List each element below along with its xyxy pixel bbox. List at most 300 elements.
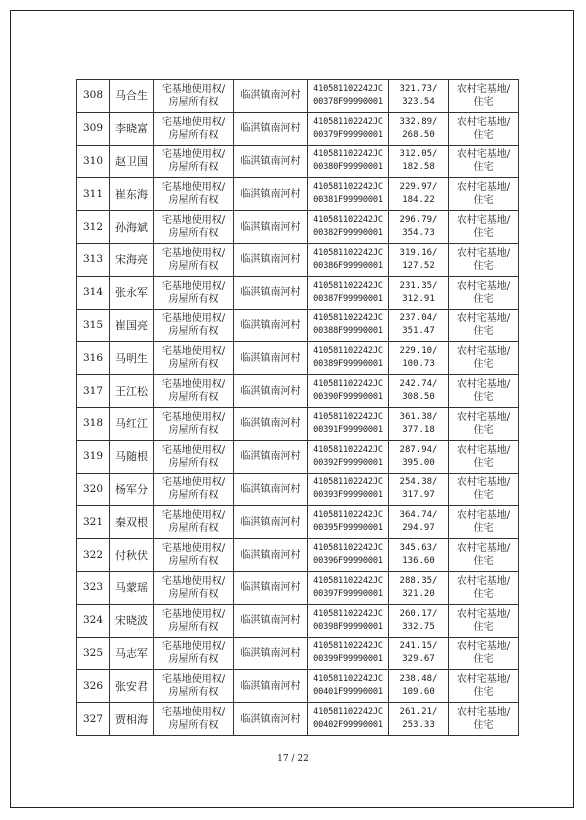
unit-code	[308, 243, 389, 276]
area-value-line: 100.73	[402, 359, 435, 370]
land-use	[449, 440, 519, 473]
land-use	[449, 342, 519, 375]
right-type-line: 宅基地使用权/	[161, 510, 226, 522]
owner-name: 张永军	[110, 276, 154, 309]
right-type-line: 宅基地使用权/	[161, 444, 226, 456]
land-use-line: 农村宅基地/	[456, 641, 511, 653]
unit-code	[308, 342, 389, 375]
area-value-line: 332.75	[402, 621, 435, 632]
land-use	[449, 80, 519, 113]
property-location: 临淇镇南河村	[234, 604, 308, 637]
row-number: 316	[77, 342, 110, 375]
right-type-line: 房屋所有权	[168, 523, 219, 535]
area-value	[389, 342, 449, 375]
row-number: 310	[77, 145, 110, 178]
right-type	[154, 342, 234, 375]
row-number: 314	[77, 276, 110, 309]
right-type-line: 宅基地使用权/	[161, 346, 226, 358]
area-value-line: 253.33	[402, 720, 435, 731]
right-type-line: 宅基地使用权/	[161, 641, 226, 653]
area-value-line: 332.89/	[399, 116, 438, 127]
unit-code-line: 00393F99990001	[313, 490, 383, 501]
table-row	[77, 440, 519, 473]
unit-code-line: 410581102242JC	[313, 707, 383, 718]
land-use	[449, 145, 519, 178]
right-type-line: 宅基地使用权/	[161, 411, 226, 423]
right-type-line: 宅基地使用权/	[161, 477, 226, 489]
right-type-line: 宅基地使用权/	[161, 313, 226, 325]
area-value	[389, 670, 449, 703]
right-type-line: 房屋所有权	[168, 424, 219, 436]
unit-code-line: 410581102242JC	[313, 608, 383, 619]
right-type-line: 房屋所有权	[168, 720, 219, 732]
land-use-line: 住宅	[473, 228, 494, 240]
land-use	[449, 670, 519, 703]
property-location: 临淇镇南河村	[234, 276, 308, 309]
unit-code-line: 00399F99990001	[313, 654, 383, 665]
land-use	[449, 276, 519, 309]
property-location: 临淇镇南河村	[234, 407, 308, 440]
land-use-line: 住宅	[473, 293, 494, 305]
owner-name: 崔国亮	[110, 309, 154, 342]
right-type-line: 房屋所有权	[168, 195, 219, 207]
right-type-line: 房屋所有权	[168, 260, 219, 272]
owner-name: 崔东海	[110, 178, 154, 211]
right-type	[154, 506, 234, 539]
area-value-line: 127.52	[402, 260, 435, 271]
area-value-line: 395.00	[402, 457, 435, 468]
right-type	[154, 178, 234, 211]
unit-code-line: 00382F99990001	[313, 228, 383, 239]
land-use-line: 住宅	[473, 588, 494, 600]
unit-code-line: 00395F99990001	[313, 523, 383, 534]
unit-code-line: 410581102242JC	[313, 346, 383, 357]
land-use	[449, 112, 519, 145]
land-use-line: 住宅	[473, 720, 494, 732]
row-number: 327	[77, 703, 110, 736]
row-number: 309	[77, 112, 110, 145]
owner-name: 马合生	[110, 80, 154, 113]
land-use-line: 农村宅基地/	[456, 247, 511, 259]
area-value-line: 229.10/	[399, 346, 438, 357]
unit-code-line: 00381F99990001	[313, 195, 383, 206]
area-value-line: 312.05/	[399, 149, 438, 160]
area-value-line: 345.63/	[399, 543, 438, 554]
area-value-line: 242.74/	[399, 379, 438, 390]
unit-code-line: 410581102242JC	[313, 641, 383, 652]
table-row	[77, 211, 519, 244]
owner-name: 孙海斌	[110, 211, 154, 244]
unit-code-line: 00398F99990001	[313, 621, 383, 632]
land-use-line: 住宅	[473, 359, 494, 371]
area-value	[389, 637, 449, 670]
area-value-line: 229.97/	[399, 182, 438, 193]
unit-code-line: 00380F99990001	[313, 162, 383, 173]
area-value	[389, 375, 449, 408]
property-location: 临淇镇南河村	[234, 178, 308, 211]
land-use	[449, 539, 519, 572]
table-row	[77, 506, 519, 539]
row-number: 317	[77, 375, 110, 408]
right-type-line: 房屋所有权	[168, 457, 219, 469]
unit-code	[308, 276, 389, 309]
unit-code-line: 00386F99990001	[313, 260, 383, 271]
row-number: 326	[77, 670, 110, 703]
right-type	[154, 243, 234, 276]
area-value-line: 319.16/	[399, 247, 438, 258]
unit-code-line: 00396F99990001	[313, 556, 383, 567]
owner-name: 秦双根	[110, 506, 154, 539]
right-type-line: 宅基地使用权/	[161, 280, 226, 292]
land-use	[449, 604, 519, 637]
area-value-line: 323.54	[402, 96, 435, 107]
property-location: 临淇镇南河村	[234, 440, 308, 473]
land-use-line: 住宅	[473, 162, 494, 174]
land-use-line: 住宅	[473, 195, 494, 207]
land-use-line: 住宅	[473, 490, 494, 502]
land-use-line: 住宅	[473, 129, 494, 141]
area-value	[389, 243, 449, 276]
owner-name: 王江松	[110, 375, 154, 408]
area-value-line: 317.97	[402, 490, 435, 501]
unit-code	[308, 211, 389, 244]
unit-code-line: 410581102242JC	[313, 543, 383, 554]
land-use-line: 住宅	[473, 621, 494, 633]
land-use-line: 农村宅基地/	[456, 280, 511, 292]
unit-code	[308, 703, 389, 736]
land-use-line: 住宅	[473, 654, 494, 666]
unit-code	[308, 670, 389, 703]
area-value	[389, 178, 449, 211]
right-type	[154, 703, 234, 736]
land-use-line: 农村宅基地/	[456, 379, 511, 391]
unit-code	[308, 571, 389, 604]
unit-code-line: 410581102242JC	[313, 182, 383, 193]
unit-code-line: 00379F99990001	[313, 129, 383, 140]
area-value-line: 238.48/	[399, 674, 438, 685]
area-value-line: 354.73	[402, 228, 435, 239]
property-location: 临淇镇南河村	[234, 211, 308, 244]
table-row	[77, 571, 519, 604]
area-value	[389, 604, 449, 637]
right-type	[154, 375, 234, 408]
area-value-line: 321.20	[402, 588, 435, 599]
land-use-line: 农村宅基地/	[456, 477, 511, 489]
property-location: 临淇镇南河村	[234, 342, 308, 375]
right-type	[154, 80, 234, 113]
right-type-line: 房屋所有权	[168, 654, 219, 666]
land-use-line: 农村宅基地/	[456, 608, 511, 620]
table-row	[77, 703, 519, 736]
right-type-line: 房屋所有权	[168, 556, 219, 568]
owner-name: 宋海亮	[110, 243, 154, 276]
area-value-line: 261.21/	[399, 707, 438, 718]
property-location: 临淇镇南河村	[234, 506, 308, 539]
land-use-line: 农村宅基地/	[456, 411, 511, 423]
right-type-line: 房屋所有权	[168, 359, 219, 371]
land-use-line: 住宅	[473, 326, 494, 338]
land-use	[449, 506, 519, 539]
unit-code	[308, 539, 389, 572]
owner-name: 贾相海	[110, 703, 154, 736]
area-value-line: 237.04/	[399, 313, 438, 324]
land-use-line: 农村宅基地/	[456, 116, 511, 128]
unit-code-line: 00401F99990001	[313, 687, 383, 698]
property-location: 临淇镇南河村	[234, 145, 308, 178]
right-type-line: 宅基地使用权/	[161, 543, 226, 555]
area-value-line: 231.35/	[399, 280, 438, 291]
right-type	[154, 473, 234, 506]
land-use-line: 农村宅基地/	[456, 543, 511, 555]
unit-code-line: 00378F99990001	[313, 96, 383, 107]
unit-code	[308, 178, 389, 211]
row-number: 318	[77, 407, 110, 440]
area-value-line: 329.67	[402, 654, 435, 665]
land-use-line: 农村宅基地/	[456, 149, 511, 161]
land-use-line: 住宅	[473, 687, 494, 699]
unit-code-line: 00402F99990001	[313, 720, 383, 731]
area-value-line: 288.35/	[399, 575, 438, 586]
unit-code	[308, 473, 389, 506]
table-row	[77, 539, 519, 572]
land-use	[449, 243, 519, 276]
land-use-line: 农村宅基地/	[456, 444, 511, 456]
right-type-line: 房屋所有权	[168, 392, 219, 404]
right-type-line: 房屋所有权	[168, 96, 219, 108]
area-value-line: 109.60	[402, 687, 435, 698]
area-value-line: 241.15/	[399, 641, 438, 652]
land-use-line: 住宅	[473, 392, 494, 404]
right-type-line: 房屋所有权	[168, 588, 219, 600]
unit-code-line: 410581102242JC	[313, 575, 383, 586]
row-number: 320	[77, 473, 110, 506]
land-use-line: 农村宅基地/	[456, 575, 511, 587]
table-row	[77, 276, 519, 309]
unit-code-line: 410581102242JC	[313, 280, 383, 291]
owner-name: 马志军	[110, 637, 154, 670]
area-value-line: 260.17/	[399, 608, 438, 619]
land-use-line: 农村宅基地/	[456, 215, 511, 227]
land-use-line: 住宅	[473, 96, 494, 108]
land-use-line: 农村宅基地/	[456, 313, 511, 325]
right-type-line: 房屋所有权	[168, 228, 219, 240]
unit-code	[308, 407, 389, 440]
land-use	[449, 309, 519, 342]
right-type	[154, 637, 234, 670]
unit-code-line: 410581102242JC	[313, 116, 383, 127]
property-registry-table	[76, 79, 519, 736]
table-row	[77, 604, 519, 637]
area-value-line: 351.47	[402, 326, 435, 337]
property-location: 临淇镇南河村	[234, 243, 308, 276]
unit-code-line: 00387F99990001	[313, 293, 383, 304]
right-type-line: 房屋所有权	[168, 490, 219, 502]
area-value	[389, 309, 449, 342]
land-use-line: 农村宅基地/	[456, 182, 511, 194]
property-location: 临淇镇南河村	[234, 670, 308, 703]
right-type-line: 房屋所有权	[168, 326, 219, 338]
land-use-line: 住宅	[473, 424, 494, 436]
unit-code-line: 410581102242JC	[313, 379, 383, 390]
owner-name: 杨军分	[110, 473, 154, 506]
property-location: 临淇镇南河村	[234, 571, 308, 604]
unit-code-line: 410581102242JC	[313, 313, 383, 324]
row-number: 323	[77, 571, 110, 604]
area-value	[389, 440, 449, 473]
property-location: 临淇镇南河村	[234, 539, 308, 572]
area-value	[389, 473, 449, 506]
owner-name: 宋晓波	[110, 604, 154, 637]
unit-code	[308, 112, 389, 145]
right-type-line: 宅基地使用权/	[161, 149, 226, 161]
unit-code	[308, 506, 389, 539]
area-value	[389, 145, 449, 178]
owner-name: 李晓富	[110, 112, 154, 145]
land-use-line: 住宅	[473, 523, 494, 535]
right-type-line: 房屋所有权	[168, 129, 219, 141]
table-row	[77, 178, 519, 211]
area-value	[389, 506, 449, 539]
land-use-line: 农村宅基地/	[456, 346, 511, 358]
right-type-line: 房屋所有权	[168, 687, 219, 699]
area-value	[389, 539, 449, 572]
area-value-line: 287.94/	[399, 444, 438, 455]
unit-code-line: 00397F99990001	[313, 588, 383, 599]
property-location: 临淇镇南河村	[234, 473, 308, 506]
right-type	[154, 407, 234, 440]
right-type	[154, 145, 234, 178]
area-value-line: 136.60	[402, 556, 435, 567]
area-value	[389, 80, 449, 113]
right-type	[154, 670, 234, 703]
unit-code-line: 00388F99990001	[313, 326, 383, 337]
owner-name: 付秋伏	[110, 539, 154, 572]
land-use-line: 农村宅基地/	[456, 707, 511, 719]
land-use	[449, 637, 519, 670]
right-type	[154, 112, 234, 145]
area-value	[389, 571, 449, 604]
land-use	[449, 375, 519, 408]
property-location: 临淇镇南河村	[234, 80, 308, 113]
unit-code	[308, 604, 389, 637]
table-row	[77, 637, 519, 670]
right-type	[154, 211, 234, 244]
table-row	[77, 670, 519, 703]
unit-code-line: 410581102242JC	[313, 247, 383, 258]
right-type-line: 宅基地使用权/	[161, 707, 226, 719]
area-value-line: 361.38/	[399, 411, 438, 422]
area-value	[389, 407, 449, 440]
table-row	[77, 112, 519, 145]
unit-code-line: 00390F99990001	[313, 392, 383, 403]
property-location: 临淇镇南河村	[234, 637, 308, 670]
area-value-line: 268.50	[402, 129, 435, 140]
row-number: 313	[77, 243, 110, 276]
unit-code-line: 00392F99990001	[313, 457, 383, 468]
area-value-line: 364.74/	[399, 510, 438, 521]
land-use-line: 农村宅基地/	[456, 674, 511, 686]
right-type	[154, 604, 234, 637]
right-type	[154, 440, 234, 473]
unit-code-line: 410581102242JC	[313, 411, 383, 422]
row-number: 312	[77, 211, 110, 244]
row-number: 315	[77, 309, 110, 342]
owner-name: 马蒙瑶	[110, 571, 154, 604]
row-number: 324	[77, 604, 110, 637]
right-type-line: 房屋所有权	[168, 293, 219, 305]
land-use	[449, 407, 519, 440]
area-value-line: 254.38/	[399, 477, 438, 488]
owner-name: 赵卫国	[110, 145, 154, 178]
area-value-line: 308.50	[402, 392, 435, 403]
right-type	[154, 571, 234, 604]
land-use	[449, 473, 519, 506]
unit-code	[308, 637, 389, 670]
right-type-line: 宅基地使用权/	[161, 379, 226, 391]
row-number: 321	[77, 506, 110, 539]
right-type-line: 宅基地使用权/	[161, 116, 226, 128]
right-type	[154, 276, 234, 309]
property-location: 临淇镇南河村	[234, 375, 308, 408]
right-type-line: 房屋所有权	[168, 621, 219, 633]
land-use-line: 住宅	[473, 457, 494, 469]
property-location: 临淇镇南河村	[234, 112, 308, 145]
area-value-line: 182.58	[402, 162, 435, 173]
table-row	[77, 145, 519, 178]
row-number: 311	[77, 178, 110, 211]
table-row	[77, 407, 519, 440]
unit-code-line: 410581102242JC	[313, 83, 383, 94]
unit-code-line: 410581102242JC	[313, 674, 383, 685]
owner-name: 马随根	[110, 440, 154, 473]
area-value	[389, 211, 449, 244]
right-type-line: 宅基地使用权/	[161, 182, 226, 194]
unit-code-line: 410581102242JC	[313, 215, 383, 226]
unit-code	[308, 145, 389, 178]
land-use-line: 农村宅基地/	[456, 83, 511, 95]
right-type-line: 宅基地使用权/	[161, 608, 226, 620]
table-row	[77, 80, 519, 113]
registry-table-body	[77, 80, 519, 736]
area-value-line: 294.97	[402, 523, 435, 534]
right-type-line: 宅基地使用权/	[161, 575, 226, 587]
right-type-line: 宅基地使用权/	[161, 83, 226, 95]
row-number: 322	[77, 539, 110, 572]
owner-name: 张安君	[110, 670, 154, 703]
land-use	[449, 178, 519, 211]
land-use	[449, 211, 519, 244]
land-use-line: 农村宅基地/	[456, 510, 511, 522]
right-type-line: 房屋所有权	[168, 162, 219, 174]
table-row	[77, 243, 519, 276]
area-value-line: 377.18	[402, 424, 435, 435]
unit-code-line: 410581102242JC	[313, 149, 383, 160]
unit-code-line: 00391F99990001	[313, 424, 383, 435]
table-row	[77, 473, 519, 506]
unit-code-line: 410581102242JC	[313, 477, 383, 488]
table-row	[77, 342, 519, 375]
property-location: 临淇镇南河村	[234, 309, 308, 342]
area-value-line: 296.79/	[399, 215, 438, 226]
owner-name: 马明生	[110, 342, 154, 375]
area-value	[389, 276, 449, 309]
right-type	[154, 309, 234, 342]
right-type	[154, 539, 234, 572]
table-row	[77, 309, 519, 342]
unit-code	[308, 440, 389, 473]
area-value	[389, 112, 449, 145]
area-value-line: 184.22	[402, 195, 435, 206]
